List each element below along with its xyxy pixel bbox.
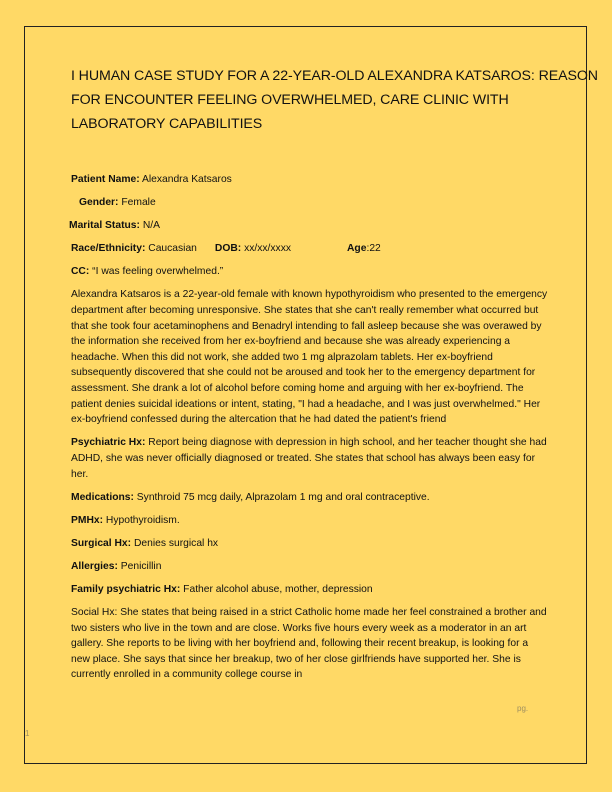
cc-value: “I was feeling overwhelmed.” bbox=[89, 266, 224, 278]
psych-hx-label: Psychiatric Hx: bbox=[71, 437, 146, 449]
family-value: Father alcohol abuse, mother, depression bbox=[180, 583, 373, 595]
marital-line bbox=[69, 218, 549, 234]
psychiatric-history bbox=[71, 435, 549, 482]
surgical-value: Denies surgical hx bbox=[131, 537, 219, 549]
dob-value: xx/xx/xxxx bbox=[241, 243, 291, 255]
race-value: Caucasian bbox=[145, 243, 197, 255]
patient-name-label: Patient Name: bbox=[71, 174, 140, 185]
marital-value: N/A bbox=[139, 220, 160, 232]
surgical-label: Surgical Hx: bbox=[71, 537, 132, 549]
family-label: Family psychiatric Hx: bbox=[71, 583, 181, 595]
age-value: :22 bbox=[366, 243, 381, 255]
gender-label: Gender: bbox=[79, 197, 119, 209]
pmhx-label: PMHx: bbox=[71, 514, 104, 526]
footer-pg: pg. bbox=[517, 704, 529, 713]
gender-value: Female bbox=[118, 197, 156, 209]
medications-value: Synthroid 75 mcg daily, Alprazolam 1 mg and oral contraceptive. bbox=[133, 491, 430, 503]
page-number: 1 bbox=[25, 729, 30, 738]
age-label: Age bbox=[347, 243, 367, 255]
patient-name-line bbox=[71, 172, 549, 188]
social-history: Social Hx: She states that being raised in a strict Catholic home made her feel constrained a brother and two sisters who live in the town and are close. Works five hours every week as a moderator in an art gallery. She reports to be living with her boyfriend and, following their recent breakup, is looking for a new place. She says that since her breakup, two of her close girlfriends have supported her. She is currently enrolled in a community college course in bbox=[71, 607, 547, 681]
allergies-value: Penicillin bbox=[117, 560, 162, 572]
narrative-paragraph: Alexandra Katsaros is a 22-year-old female with known hypothyroidism who presented to the emergency department after becoming unresponsive. She states that she can't really remember what occurred but that she took four acetaminophens and Benadryl intending to fall asleep because she was overawed by the information she received from her ex-boyfriend and because she was already experiencing a headache. When this did not work, she added two 1 mg alprazolam tablets. Her ex-boyfriend subsequently discovered that she could not be aroused and took her to the emergency department for assessment. She drank a lot of alcohol before coming home and arguing with her ex-boyfriend. The patient denies suicidal ideations or intent, stating, "I had a headache, and I was just overwhelmed." Her ex-boyfriend confessed during the altercation that he had dated the patient's friend bbox=[71, 289, 548, 426]
demographics-line bbox=[71, 241, 549, 257]
chief-complaint-line bbox=[71, 264, 549, 280]
dob-label: DOB: bbox=[214, 243, 242, 255]
medications-label: Medications: bbox=[71, 491, 134, 503]
medications bbox=[71, 490, 549, 506]
marital-label: Marital Status: bbox=[69, 220, 140, 232]
document-title: I HUMAN CASE STUDY FOR A 22-YEAR-OLD ALEXANDRA KATSAROS: REASON FOR ENCOUNTER FEELING OVERWHELMED, CARE CLINIC WITH LABORATORY CAPABILITIES bbox=[71, 68, 598, 132]
allergies-label: Allergies: bbox=[71, 560, 118, 572]
psych-hx-value: Report being diagnose with depression in high school, and her teacher thought she had ADHD, she was never officially diagnosed or treated. She states that school has always been easy for her. bbox=[71, 437, 547, 480]
pmhx-value: Hypothyroidism. bbox=[103, 514, 180, 526]
gender-line bbox=[71, 195, 549, 211]
pmhx bbox=[71, 513, 549, 529]
allergies bbox=[71, 559, 549, 575]
patient-name-value: Alexandra Katsaros bbox=[139, 174, 232, 185]
document-body bbox=[71, 172, 549, 691]
family-psychiatric-history bbox=[71, 582, 549, 598]
race-label: Race/Ethnicity: bbox=[71, 243, 146, 255]
cc-label: CC: bbox=[71, 266, 90, 278]
surgical-history bbox=[71, 536, 549, 552]
